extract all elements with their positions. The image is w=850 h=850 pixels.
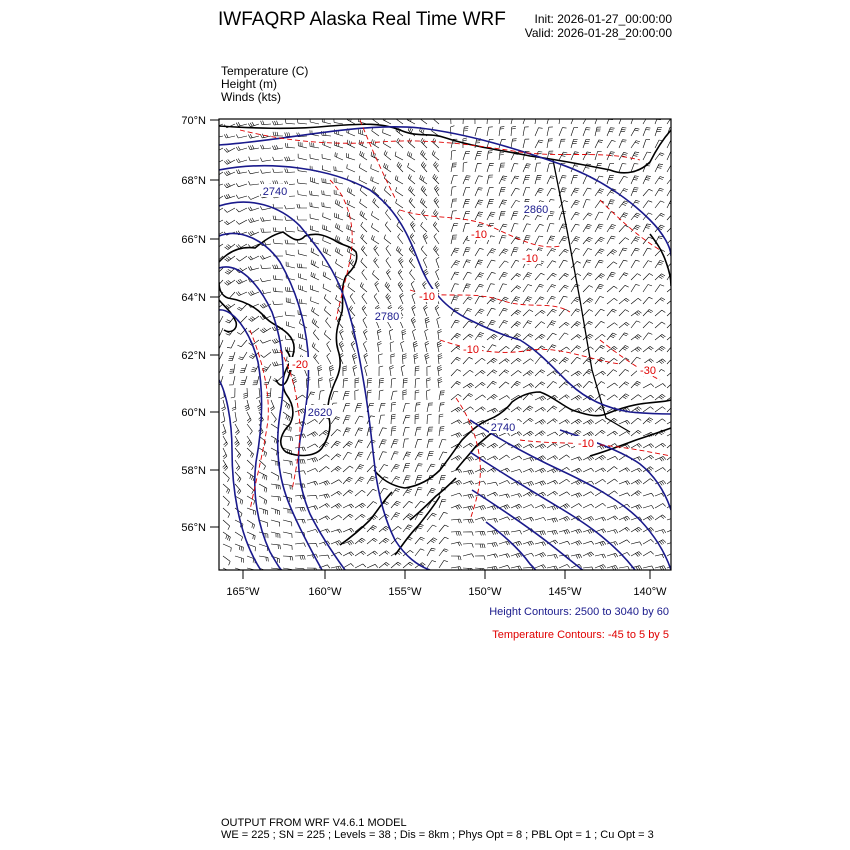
lon-label-165: 165°W	[226, 586, 260, 598]
valid-time: Valid: 2026-01-28_20:00:00	[524, 26, 672, 40]
lat-label-64: 64°N	[181, 292, 206, 304]
lat-label-56: 56°N	[181, 522, 206, 534]
lon-label-140: 140°W	[633, 586, 667, 598]
height-label-2740b	[489, 420, 517, 434]
temp-label-d	[289, 357, 311, 371]
svg-text:2740: 2740	[262, 186, 288, 198]
height-label-2740a	[261, 184, 289, 198]
lat-label-70: 70°N	[181, 115, 206, 127]
variable-temperature: Temperature (C)	[221, 64, 309, 78]
lat-label-66: 66°N	[181, 234, 206, 246]
temperature-contours-note: Temperature Contours: -45 to 5 by 5	[492, 629, 669, 641]
height-contours-note: Height Contours: 2500 to 3040 by 60	[489, 606, 669, 618]
svg-text:2780: 2780	[374, 311, 400, 323]
init-time: Init: 2026-01-27_00:00:00	[534, 12, 672, 26]
map-title: IWFAQRP Alaska Real Time WRF	[218, 9, 506, 30]
model-settings: WE = 225 ; SN = 225 ; Levels = 38 ; Dis = 8km ; Phys Opt = 8 ; PBL Opt = 1 ; Cu Opt = 3	[221, 829, 654, 841]
lat-label-68: 68°N	[181, 175, 206, 187]
height-label-2620	[306, 405, 334, 419]
lon-label-150: 150°W	[468, 586, 502, 598]
svg-text:2620: 2620	[307, 407, 333, 419]
temp-label-b	[519, 251, 541, 265]
height-label-2860	[522, 202, 550, 216]
model-info: OUTPUT FROM WRF V4.6.1 MODEL	[221, 817, 407, 829]
temp-label-c	[416, 289, 438, 303]
lat-label-60: 60°N	[181, 407, 206, 419]
height-label-2780	[373, 309, 401, 323]
variable-winds: Winds (kts)	[221, 90, 281, 104]
wind-barbs	[212, 114, 678, 576]
svg-text:2740: 2740	[490, 422, 516, 434]
temp-label-g	[575, 436, 597, 450]
svg-text:-20: -20	[292, 359, 308, 371]
temp-label-a	[468, 227, 490, 241]
svg-text:2860: 2860	[523, 204, 549, 216]
lat-label-62: 62°N	[181, 350, 206, 362]
lon-label-160: 160°W	[308, 586, 342, 598]
svg-text:-10: -10	[522, 253, 538, 265]
temperature-contours	[240, 120, 671, 520]
svg-text:-10: -10	[419, 291, 435, 303]
svg-text:-30: -30	[640, 365, 656, 377]
svg-text:-10: -10	[463, 344, 479, 356]
svg-text:-10: -10	[471, 229, 487, 241]
lon-label-155: 155°W	[388, 586, 422, 598]
variable-height: Height (m)	[221, 77, 278, 91]
lat-label-58: 58°N	[181, 465, 206, 477]
temp-label-e	[460, 342, 482, 356]
lon-label-145: 145°W	[548, 586, 582, 598]
temp-label-f	[637, 363, 659, 377]
svg-text:-10: -10	[578, 438, 594, 450]
